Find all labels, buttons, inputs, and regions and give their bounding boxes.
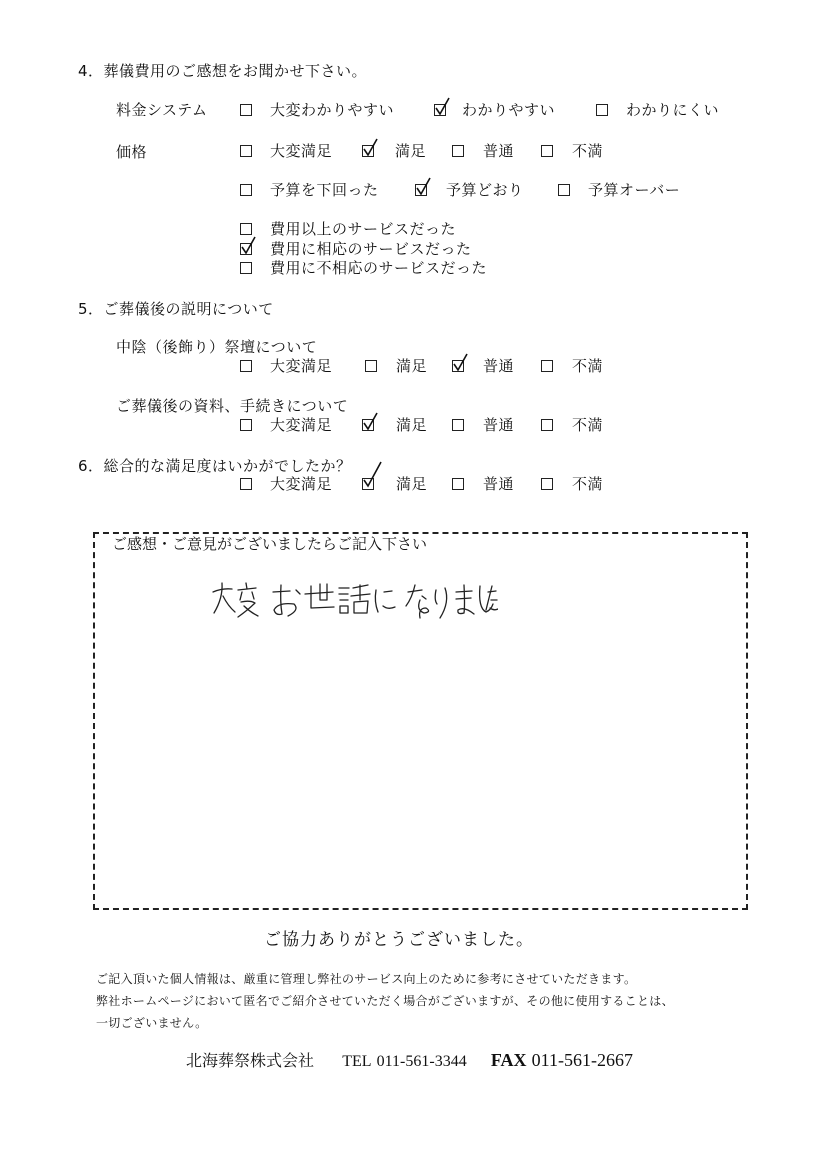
tel-label: TEL: [342, 1053, 372, 1070]
checkmark-icon: [451, 351, 471, 373]
privacy-note-line-3: 一切ございません。: [96, 1016, 208, 1030]
checkbox-price-very-satisfied[interactable]: [240, 145, 252, 157]
checkbox-docs-normal[interactable]: [452, 419, 464, 431]
option-value-appropriate: 費用に相応のサービスだった: [270, 240, 472, 258]
checkmark-icon: [361, 462, 381, 484]
checkbox-overall-dissatisfied[interactable]: [541, 478, 553, 490]
option-docs-satisfied: 満足: [396, 416, 428, 434]
checkbox-fee-very-clear[interactable]: [240, 104, 252, 116]
checkbox-altar-very-satisfied[interactable]: [240, 360, 252, 372]
price-label: 価格: [116, 143, 148, 161]
option-overall-very-satisfied: 大変満足: [270, 475, 333, 493]
option-price-satisfied: 満足: [395, 142, 427, 160]
privacy-note-line-2: 弊社ホームページにおいて匿名でご紹介させていただく場合がございますが、その他に使用することは、: [96, 994, 674, 1008]
option-under-budget: 予算を下回った: [270, 181, 379, 199]
option-on-budget: 予算どおり: [446, 181, 524, 199]
company-footer: [186, 1050, 633, 1072]
option-altar-normal: 普通: [483, 357, 515, 375]
checkbox-overall-normal[interactable]: [452, 478, 464, 490]
option-docs-dissatisfied: 不満: [572, 416, 604, 434]
fee-system-label: 料金システム: [116, 101, 208, 119]
checkmark-icon: [361, 136, 381, 158]
checkbox-fee-unclear[interactable]: [596, 104, 608, 116]
checkmark-icon: [361, 410, 381, 432]
question-4-title: 4．葬儀費用のご感想をお聞かせ下さい。: [78, 62, 368, 80]
checkbox-over-budget[interactable]: [558, 184, 570, 196]
checkbox-under-budget[interactable]: [240, 184, 252, 196]
checkbox-price-dissatisfied[interactable]: [541, 145, 553, 157]
option-price-normal: 普通: [483, 142, 515, 160]
option-fee-unclear: わかりにくい: [626, 101, 720, 119]
fax-label: FAX: [490, 1050, 527, 1070]
option-price-very-satisfied: 大変満足: [270, 142, 333, 160]
checkbox-overall-very-satisfied[interactable]: [240, 478, 252, 490]
documents-label: ご葬儀後の資料、手続きについて: [116, 397, 349, 415]
checkmark-icon: [433, 95, 453, 117]
option-overall-dissatisfied: 不満: [572, 475, 604, 493]
checkbox-altar-satisfied[interactable]: [365, 360, 377, 372]
checkbox-price-normal[interactable]: [452, 145, 464, 157]
option-altar-very-satisfied: 大変満足: [270, 357, 333, 375]
option-fee-very-clear: 大変わかりやすい: [270, 101, 395, 119]
option-overall-normal: 普通: [483, 475, 515, 493]
checkbox-value-below[interactable]: [240, 262, 252, 274]
handwritten-comment: [208, 580, 498, 625]
thanks-message: ご協力ありがとうございました。: [264, 930, 534, 950]
checkbox-docs-dissatisfied[interactable]: [541, 419, 553, 431]
tel-number: 011-561-3344: [376, 1053, 467, 1070]
comments-label: ご感想・ご意見がございましたらご記入下さい: [112, 535, 428, 553]
fax-number: 011-561-2667: [531, 1050, 633, 1070]
checkmark-icon: [414, 175, 434, 197]
option-docs-very-satisfied: 大変満足: [270, 416, 333, 434]
altar-label: 中陰（後飾り）祭壇について: [116, 338, 318, 356]
checkmark-icon: [239, 234, 259, 256]
question-5-title: 5．ご葬儀後の説明について: [78, 300, 274, 318]
option-docs-normal: 普通: [483, 416, 515, 434]
privacy-note-line-1: ご記入頂いた個人情報は、厳重に管理し弊社のサービス向上のために参考にさせていただきます。: [96, 972, 637, 986]
option-price-dissatisfied: 不満: [572, 142, 604, 160]
company-name: 北海葬祭株式会社: [186, 1051, 315, 1070]
option-overall-satisfied: 満足: [396, 475, 428, 493]
option-over-budget: 予算オーバー: [588, 181, 681, 199]
checkbox-altar-dissatisfied[interactable]: [541, 360, 553, 372]
checkbox-docs-very-satisfied[interactable]: [240, 419, 252, 431]
option-fee-clear: わかりやすい: [462, 101, 556, 119]
option-value-below: 費用に不相応のサービスだった: [270, 259, 488, 277]
option-value-above: 費用以上のサービスだった: [270, 220, 457, 238]
option-altar-satisfied: 満足: [396, 357, 428, 375]
option-altar-dissatisfied: 不満: [572, 357, 604, 375]
question-6-title: 6．総合的な満足度はいかがでしたか？: [78, 457, 352, 475]
